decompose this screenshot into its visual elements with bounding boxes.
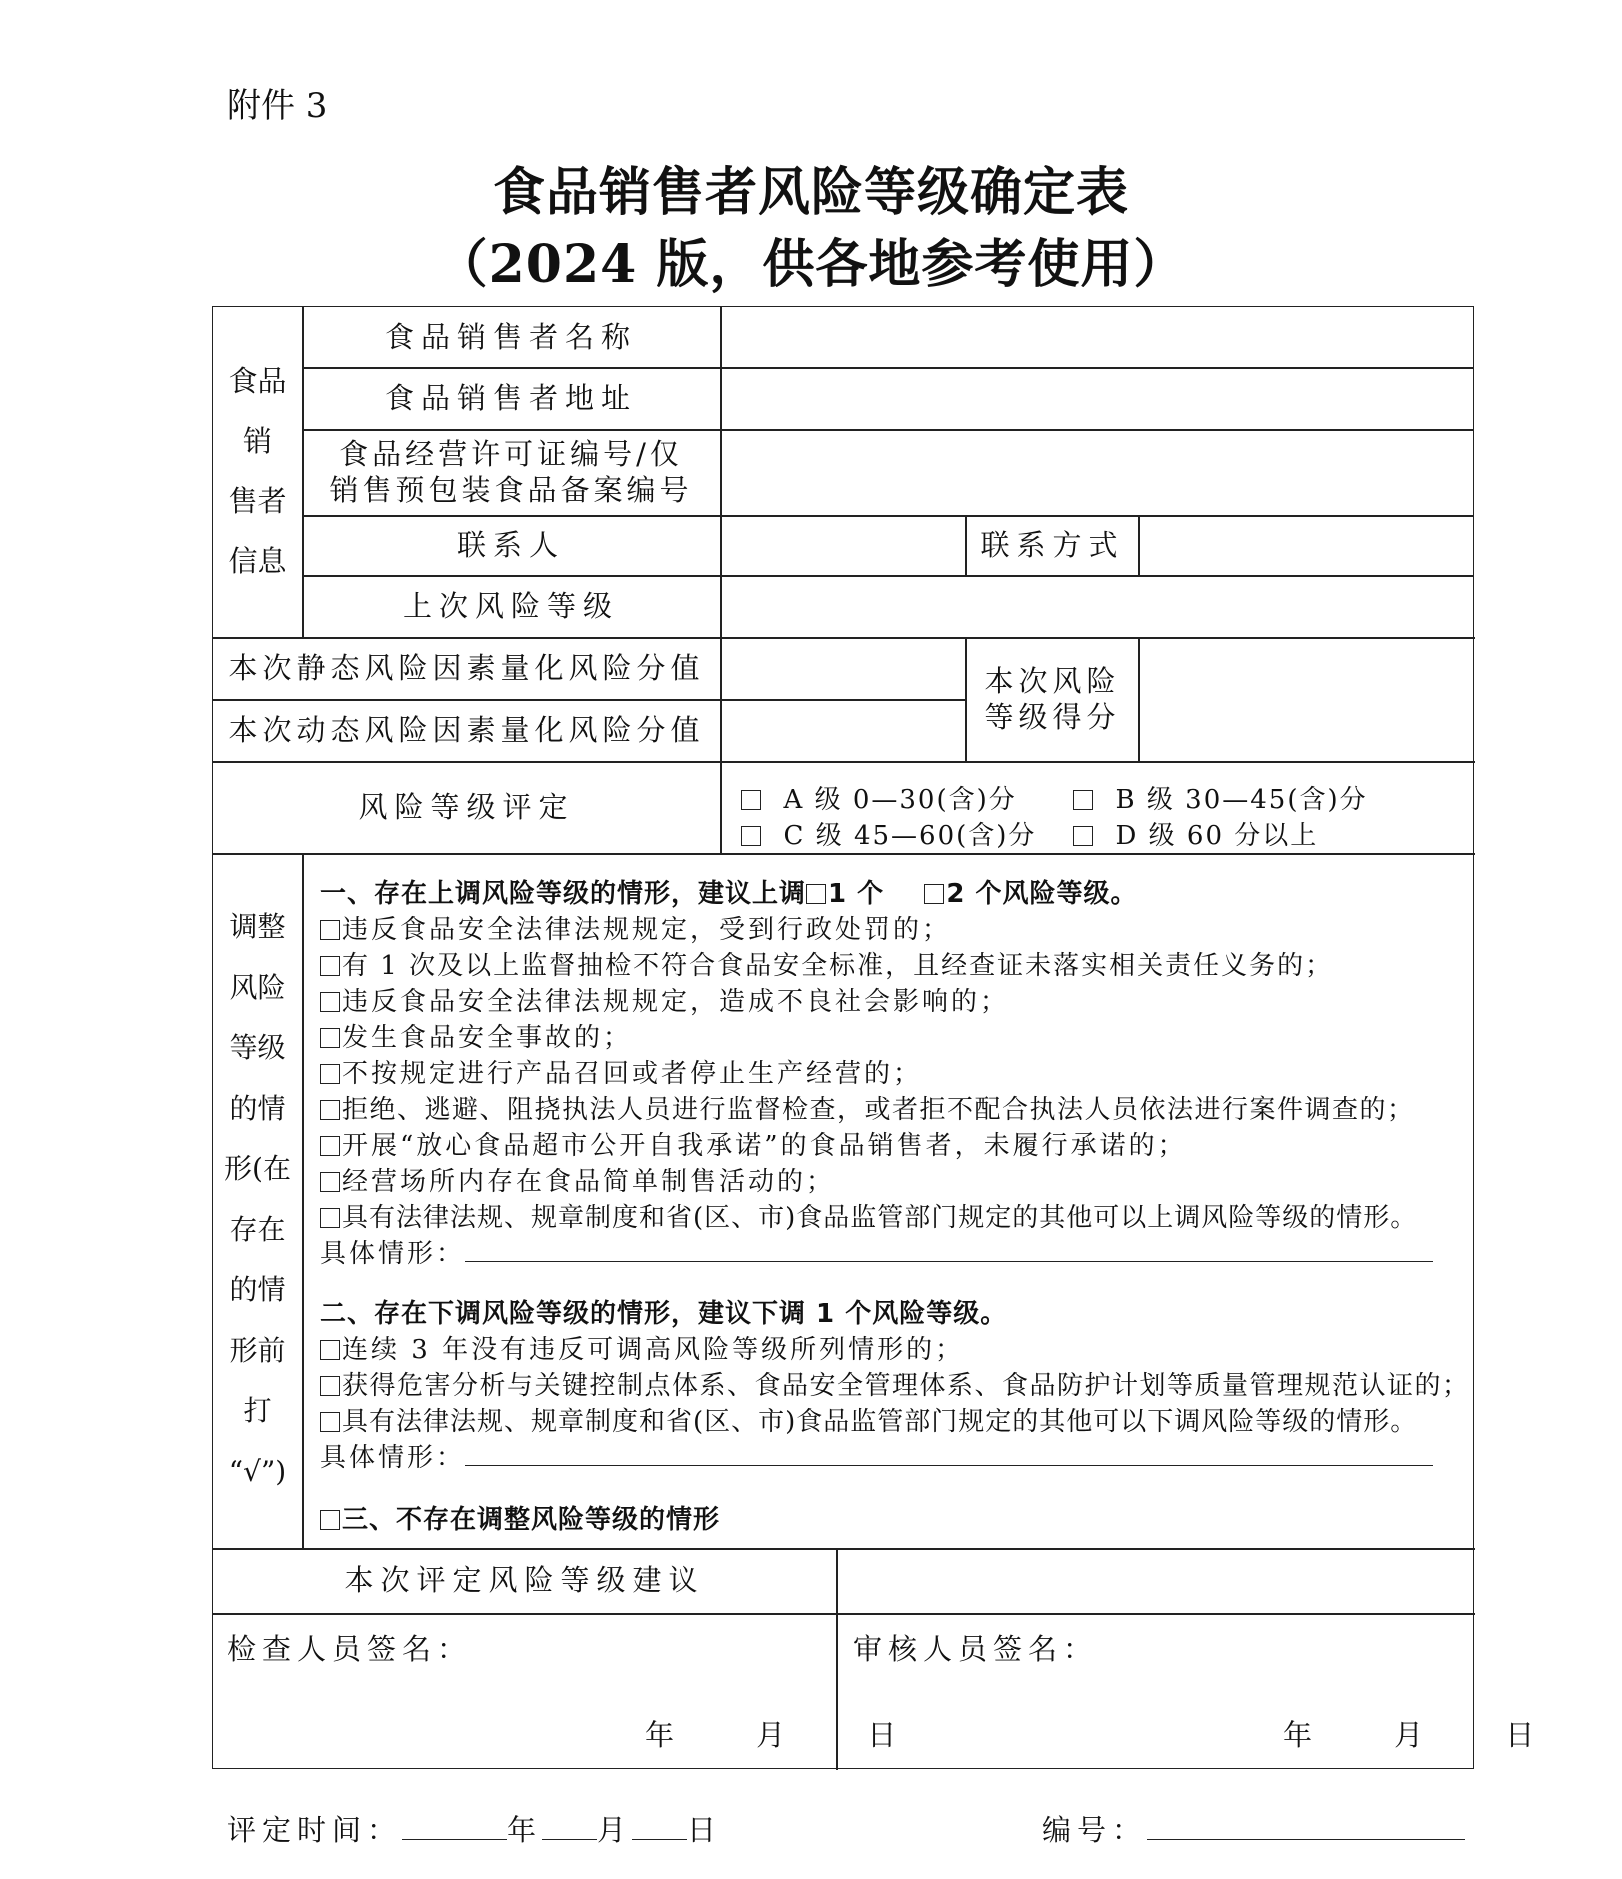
risk-level-rating-label: 风险等级评定 (358, 789, 575, 824)
checkbox-icon[interactable] (320, 920, 340, 940)
reviewer-signature-label: 审核人员签名： (853, 1632, 1099, 1666)
upgrade-item-text: 开展“放心食品超市公开自我承诺”的食品销售者，未履行承诺的； (342, 1131, 1187, 1161)
license-number-field[interactable] (722, 429, 1474, 515)
downgrade-item[interactable] (320, 1365, 1470, 1402)
upgrade-one-level-label: 1 个 (828, 879, 885, 909)
checkbox-icon[interactable] (320, 1172, 340, 1192)
checkbox-icon[interactable] (924, 884, 944, 904)
downgrade-detail-row (320, 1437, 1433, 1474)
upgrade-detail-field[interactable] (465, 1239, 1433, 1262)
footer-year-label: 年 (507, 1813, 543, 1847)
evaluation-year-field[interactable] (402, 1817, 507, 1840)
seller-info-label-line: 售者 (228, 484, 287, 518)
risk-level-form (212, 306, 1541, 1769)
suggestion-field[interactable] (838, 1548, 1474, 1613)
checkbox-icon[interactable] (741, 790, 761, 810)
upgrade-item[interactable] (320, 1161, 835, 1198)
page-title: 食品销售者风险等级确定表 (492, 162, 1129, 223)
upgrade-detail-label: 具体情形： (320, 1239, 466, 1269)
downgrade-detail-field[interactable] (465, 1443, 1433, 1466)
adjust-label-line: 的情 (229, 1273, 286, 1306)
checkbox-icon[interactable] (320, 956, 340, 976)
adjust-label-line: 存在 (229, 1212, 286, 1246)
upgrade-item-text: 有 1 次及以上监督抽检不符合食品安全标准，且经查证未落实相关责任义务的； (342, 951, 1334, 981)
suggestion-label: 本次评定风险等级建议 (344, 1563, 705, 1598)
seller-name-label: 食品销售者名称 (384, 319, 637, 354)
total-score-label-line-2: 等级得分 (984, 700, 1121, 734)
footer-month-label: 月 (597, 1813, 633, 1847)
adjust-label-line: 形(在 (224, 1152, 291, 1185)
upgrade-item-text: 具有法律法规、规章制度和省(区、市)食品监管部门规定的其他可以上调风险等级的情形。 (342, 1203, 1418, 1233)
checkbox-icon[interactable] (320, 1208, 340, 1228)
inspector-signature-label: 检查人员签名： (227, 1632, 473, 1666)
checkbox-icon[interactable] (320, 1100, 340, 1120)
upgrade-item[interactable] (320, 1089, 1415, 1126)
upgrade-item[interactable] (320, 909, 951, 946)
downgrade-item[interactable] (320, 1401, 1417, 1438)
checkbox-icon[interactable] (1073, 790, 1093, 810)
date-year-label: 年 (645, 1718, 681, 1752)
no-adjust-label: 三、不存在调整风险等级的情形 (342, 1505, 721, 1535)
checkbox-icon[interactable] (320, 1376, 340, 1396)
checkbox-icon[interactable] (320, 1510, 340, 1530)
rating-option-d[interactable] (1073, 815, 1318, 852)
checkbox-icon[interactable] (806, 884, 826, 904)
attachment-label: 附件 3 (227, 86, 328, 126)
adjust-label-line: “√”) (228, 1454, 287, 1488)
upgrade-item[interactable] (320, 981, 1009, 1018)
upgrade-item[interactable] (320, 1197, 1417, 1234)
reviewer-date (1283, 1713, 1540, 1754)
license-label-line-2: 销售预包装食品备案编号 (329, 473, 693, 507)
adjust-section-label (213, 897, 302, 1502)
adjust-label-line: 风险 (229, 970, 286, 1004)
static-score-label: 本次静态风险因素量化风险分值 (228, 650, 705, 685)
rating-option-b[interactable] (1073, 779, 1368, 816)
rating-option-a[interactable] (741, 779, 1017, 816)
form-number-field[interactable] (1147, 1817, 1465, 1840)
upgrade-detail-row (320, 1233, 1433, 1270)
rating-option-c-label: C 级 45—60(含)分 (783, 821, 1037, 851)
downgrade-item-text: 具有法律法规、规章制度和省(区、市)食品监管部门规定的其他可以下调风险等级的情形。 (342, 1407, 1418, 1437)
footer-day-label: 日 (687, 1813, 723, 1847)
checkbox-icon[interactable] (320, 1028, 340, 1048)
dynamic-score-label: 本次动态风险因素量化风险分值 (228, 712, 705, 747)
checkbox-icon[interactable] (320, 1136, 340, 1156)
date-year-label: 年 (1283, 1718, 1319, 1752)
checkbox-icon[interactable] (741, 826, 761, 846)
date-day-label: 日 (867, 1718, 903, 1752)
downgrade-detail-label: 具体情形： (320, 1443, 466, 1473)
upgrade-item-text: 违反食品安全法律法规规定，受到行政处罚的； (342, 915, 952, 945)
date-month-label: 月 (756, 1718, 792, 1752)
total-score-label (967, 637, 1138, 761)
downgrade-heading: 二、存在下调风险等级的情形，建议下调 1 个风险等级。 (320, 1299, 1008, 1329)
form-number-label: 编号： (1042, 1813, 1148, 1847)
rating-option-d-label: D 级 60 分以上 (1115, 821, 1319, 851)
rating-option-b-label: B 级 30—45(含)分 (1115, 785, 1368, 815)
upgrade-item[interactable] (320, 1125, 1187, 1162)
date-month-label: 月 (1394, 1718, 1430, 1752)
form-number (1042, 1808, 1465, 1849)
license-number-label (302, 429, 720, 515)
checkbox-icon[interactable] (320, 1412, 340, 1432)
downgrade-item-text: 连续 3 年没有违反可调高风险等级所列情形的； (342, 1335, 965, 1365)
downgrade-item[interactable] (320, 1329, 964, 1366)
no-adjust-option[interactable] (320, 1499, 720, 1536)
upgrade-item[interactable] (320, 1017, 632, 1054)
upgrade-item-text: 不按规定进行产品召回或者停止生产经营的； (342, 1059, 923, 1089)
total-score-label-line-1: 本次风险 (984, 663, 1121, 698)
evaluation-time-label: 评定时间： (227, 1813, 403, 1847)
adjust-label-line: 打 (243, 1394, 272, 1427)
contact-person-field[interactable] (722, 515, 965, 575)
seller-address-label: 食品销售者地址 (384, 380, 637, 415)
page-subtitle: （2024 版，供各地参考使用） (435, 234, 1187, 295)
upgrade-item-text: 发生食品安全事故的； (342, 1023, 633, 1053)
seller-info-label-line: 销 (242, 424, 272, 458)
seller-name-field[interactable] (722, 307, 1474, 367)
dynamic-score-field[interactable] (722, 699, 965, 761)
upgrade-item-text: 拒绝、逃避、阻挠执法人员进行监督检查，或者拒不配合执法人员依法进行案件调查的； (342, 1095, 1415, 1125)
seller-info-section-label (213, 351, 302, 591)
contact-person-label: 联系人 (456, 527, 565, 562)
license-label-line-1: 食品经营许可证编号/仅 (339, 436, 683, 471)
contact-method-label: 联系方式 (980, 527, 1125, 562)
seller-info-label-line: 信息 (228, 544, 287, 578)
checkbox-icon[interactable] (320, 1064, 340, 1084)
total-score-field[interactable] (1140, 637, 1474, 761)
checkbox-icon[interactable] (1073, 826, 1093, 846)
adjust-label-line: 调整 (229, 910, 286, 943)
adjust-label-line: 等级 (229, 1031, 286, 1064)
evaluation-day-field[interactable] (632, 1817, 687, 1840)
last-risk-level-label: 上次风险等级 (402, 588, 619, 623)
upgrade-item[interactable] (320, 945, 1333, 982)
upgrade-item[interactable] (320, 1053, 922, 1090)
checkbox-icon[interactable] (320, 1340, 340, 1360)
downgrade-item-text: 获得危害分析与关键控制点体系、食品安全管理体系、食品防护计划等质量管理规范认证的； (342, 1371, 1470, 1401)
upgrade-heading (320, 873, 1138, 910)
upgrade-item-text: 经营场所内存在食品简单制售活动的； (342, 1167, 836, 1197)
seller-info-label-line: 食品 (228, 364, 287, 398)
upgrade-two-level-label: 2 个风险等级。 (946, 879, 1138, 909)
rating-option-c[interactable] (741, 815, 1036, 852)
static-score-field[interactable] (722, 637, 965, 699)
upgrade-heading-text: 一、存在上调风险等级的情形，建议上调 (320, 879, 807, 909)
adjust-label-line: 的情 (229, 1091, 286, 1125)
rating-option-a-label: A 级 0—30(含)分 (783, 785, 1017, 815)
evaluation-month-field[interactable] (542, 1817, 597, 1840)
contact-method-field[interactable] (1140, 515, 1474, 575)
seller-address-field[interactable] (722, 367, 1474, 429)
upgrade-item-text: 违反食品安全法律法规规定，造成不良社会影响的； (342, 987, 1010, 1017)
date-day-label: 日 (1505, 1718, 1541, 1752)
checkbox-icon[interactable] (320, 992, 340, 1012)
adjust-label-line: 形前 (229, 1333, 286, 1367)
evaluation-time (227, 1808, 722, 1849)
last-risk-level-field[interactable] (722, 575, 1474, 637)
